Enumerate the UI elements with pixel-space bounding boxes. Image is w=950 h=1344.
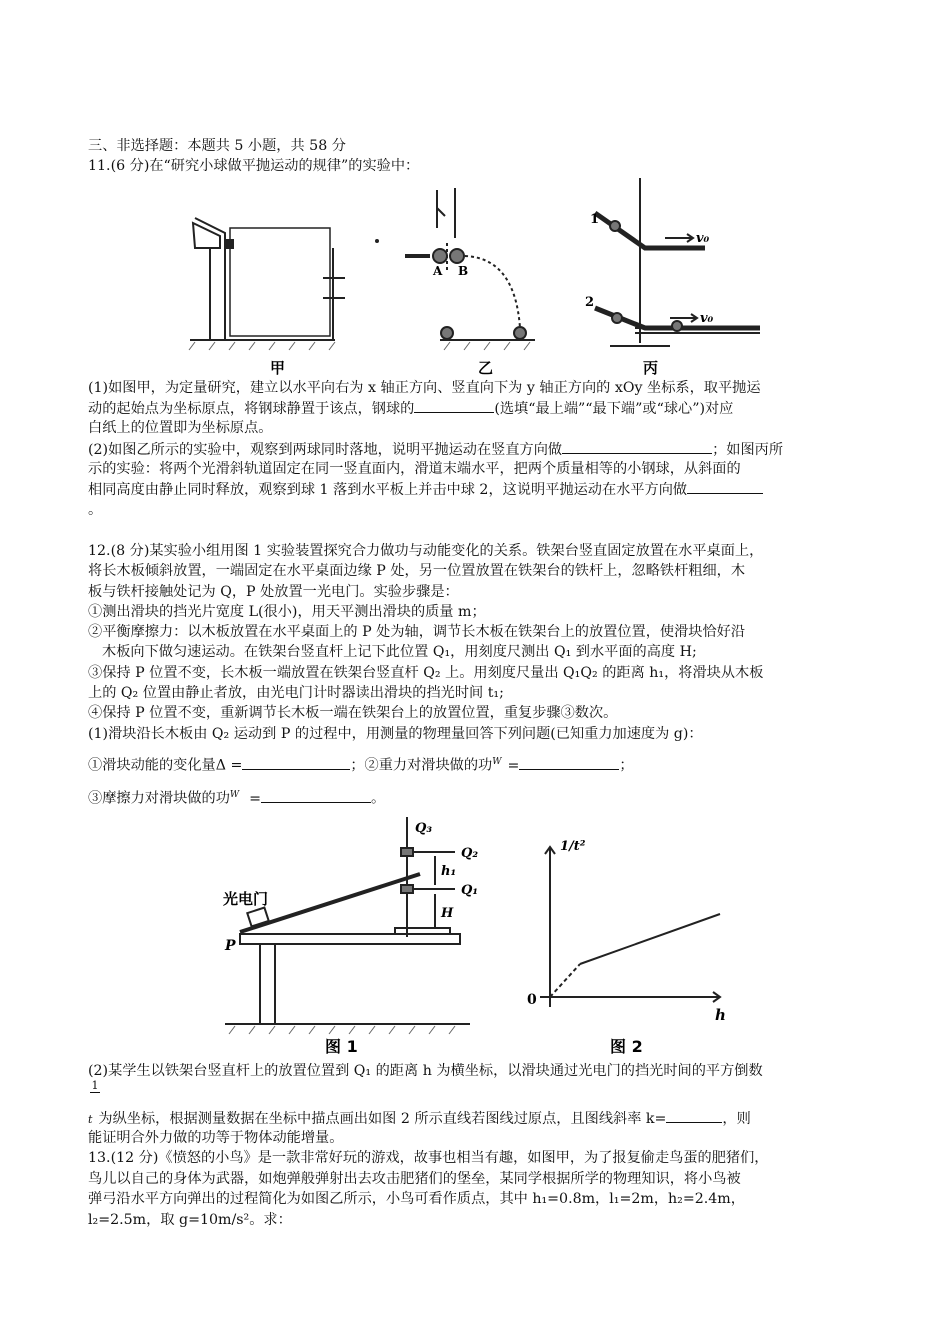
- answer-blank-work-friction[interactable]: [261, 788, 371, 803]
- q11-p2-line3: 相同高度由静止同时释放，观察到球 1 落到水平板上并击中球 2，这说明平抛运动在水平方向做: [88, 479, 763, 500]
- fig1-p-label: P: [225, 938, 236, 954]
- q13-line3: 弹弓沿水平方向弹出的过程简化为如图乙所示，小鸟可看作质点，其中 h₁=0.8m，l₁=2m，h₂=2.4m，: [88, 1191, 745, 1207]
- fig-label-v0-top: v₀: [696, 231, 710, 246]
- fig-label-bing: 丙: [643, 359, 659, 377]
- q12-answer-row1: ①滑块动能的变化量Δ = ；②重力对滑块做的功$^W$ = ；: [88, 752, 634, 776]
- fig-label-b: B: [458, 264, 469, 278]
- frac-numerator: 1: [91, 1079, 99, 1092]
- answer-blank-vertical[interactable]: [562, 439, 712, 454]
- q12-step1: ①测出滑块的挡光片宽度 L(很小)，用天平测出滑块的质量 m；: [88, 604, 486, 620]
- fig1-h-label: H: [441, 906, 454, 921]
- q11-p1-line1: (1)如图甲，为定量研究，建立以水平向右为 x 轴正方向、竖直向下为 y 轴正方向的 xOy 坐标系，取平抛运: [88, 380, 761, 396]
- q12-line2: 将长木板倾斜放置，一端固定在水平桌面边缘 P 处，另一位置放置在铁架台的铁杆上，忽略铁杆粗细，木: [88, 563, 746, 579]
- q12-line3: 板与铁杆接触处记为 Q，P 处放置一光电门。实验步骤是：: [88, 584, 459, 600]
- q12-step4: ④保持 P 位置不变，重新调节长木板一端在铁架台上的放置位置，重复步骤③数次。: [88, 705, 618, 721]
- q11-figure: [185, 178, 770, 380]
- q12-line1: 12.(8 分)某实验小组用图 1 实验装置探究合力做功与动能变化的关系。铁架台竖直固定放置在水平桌面上，: [88, 543, 764, 559]
- q13-line4: l₂=2.5m，取 g=10m/s²。求：: [88, 1212, 292, 1228]
- q12-part2-line3: 能证明合外力做的功等于物体动能增量。: [88, 1130, 344, 1146]
- q11-p2-line1: (2)如图乙所示的实验中，观察到两球同时落地，说明平抛运动在竖直方向做 ；如图丙所: [88, 439, 783, 460]
- fig2-origin-label: 0: [527, 992, 537, 1008]
- fig1-gate-label: 光电门: [223, 890, 269, 908]
- q11-stem: 11.(6 分)在“研究小球做平抛运动的规律”的实验中：: [88, 158, 420, 174]
- fig2-x-label: h: [715, 1006, 726, 1024]
- fig1-title: 图 1: [325, 1037, 358, 1056]
- answer-blank-slope[interactable]: [666, 1108, 722, 1123]
- fig-label-jia: 甲: [270, 359, 286, 377]
- answer-blank-origin[interactable]: [414, 398, 494, 413]
- q12-part2-line1: (2)某学生以铁架台竖直杆上的放置位置到 Q₁ 的距离 h 为横坐标，以滑块通过光电门的挡光时间的平方倒数: [88, 1063, 763, 1079]
- q12-step2a: ②平衡摩擦力：以木板放置在水平桌面上的 P 处为轴，调节长木板在铁架台上的放置位置，使滑块恰好沿: [88, 624, 746, 640]
- fig1-q1-label: Q₁: [461, 883, 479, 898]
- fig-label-1: 1: [590, 212, 600, 227]
- section-header: 三、非选择题：本题共 5 小题，共 58 分: [88, 138, 346, 154]
- q12-part2-line2: t 为纵坐标，根据测量数据在坐标中描点画出如图 2 所示直线若图线过原点，且图线斜率 k= ，则: [88, 1108, 751, 1130]
- q12-step2b: 木板向下做匀速运动。在铁架台竖直杆上记下此位置 Q₁，用刻度尺测出 Q₁ 到水平面的高度 H;: [102, 644, 697, 660]
- q12-step3a: ③保持 P 位置不变，长木板一端放置在铁架台竖直杆 Q₂ 上。用刻度尺量出 Q₁Q₂ 的距离 h₁，将滑块从木板: [88, 665, 764, 681]
- fig-label-a: A: [433, 264, 443, 278]
- frac-denominator: t: [88, 1113, 93, 1126]
- q11-p1-line2: 动的起始点为坐标原点，将钢球静置于该点，钢球的 (选填“最上端”“最下端”或“球心”)对应: [88, 398, 733, 419]
- fig2-title: 图 2: [610, 1037, 643, 1056]
- answer-blank-horizontal[interactable]: [687, 479, 763, 494]
- fig-label-v0-bottom: v₀: [700, 311, 714, 326]
- q12-figures: [215, 812, 750, 1062]
- q12-part1: (1)滑块沿长木板由 Q₂ 运动到 P 的过程中，用测量的物理量回答下列问题(已知重力加速度为 g)：: [88, 726, 703, 742]
- answer-blank-work-gravity[interactable]: [519, 755, 619, 770]
- fig1-h1-label: h₁: [441, 864, 457, 879]
- fig1-q3-label: Q₃: [415, 821, 433, 836]
- q11-p2-line4: 。: [88, 502, 103, 518]
- q13-line1: 13.(12 分)《愤怒的小鸟》是一款非常好玩的游戏，故事也相当有趣，如图甲，为了报复偷走鸟蛋的肥猪们，: [88, 1150, 769, 1166]
- fig1-q2-label: Q₂: [461, 846, 479, 861]
- q11-p1-line3: 白纸上的位置即为坐标原点。: [88, 420, 273, 436]
- answer-blank-delta-ek[interactable]: [242, 755, 350, 770]
- q12-step3b: 上的 Q₂ 位置由静止者放，由光电门计时器读出滑块的挡光时间 t₁;: [88, 685, 504, 701]
- q12-answer-row2: ③摩擦力对滑块做的功$^W$ = 。: [88, 785, 385, 809]
- q13-line2: 鸟儿以自己的身体为武器，如炮弹般弹射出去攻击肥猪们的堡垒，某同学根据所学的物理知识，将小鸟被: [88, 1171, 741, 1187]
- q11-p2-line2: 示的实验：将两个光滑斜轨道固定在同一竖直面内，滑道末端水平，把两个质量相等的小钢球，从斜面的: [88, 461, 741, 477]
- fig-label-2: 2: [585, 295, 595, 310]
- fig2-y-label: 1/t²: [560, 839, 586, 854]
- fig-label-yi: 乙: [478, 359, 494, 377]
